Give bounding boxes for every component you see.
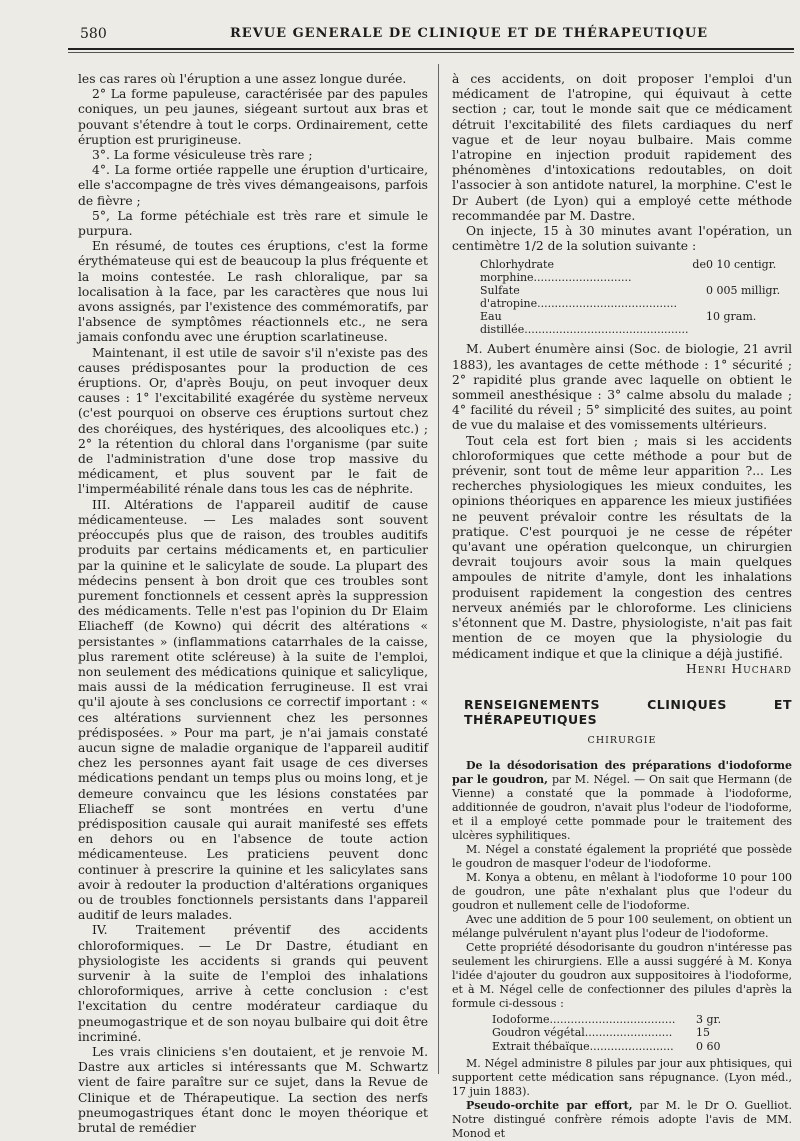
ingredient: Iodoforme....................................	[492, 1012, 676, 1026]
paragraph: à ces accidents, on doit proposer l'emploi d'un médicament de l'atropine, qui équivaut à cette section ; car, tout le monde sait que ce médicament détruit l'excitabilité des filets cardiaques du nerf vague et de leur noyau bulbaire. Mais comme l'atropine en injection produit rapidement des phénomènes d'intoxications redoutables, on doit l'associer à son antidote naturel, la morphine. C'est le Dr Aubert (de Lyon) qui a employé cette méthode recommandée par M. Dastre.	[452, 72, 792, 223]
quantity: 0 005 milligr.	[706, 284, 781, 298]
note-title: Pseudo-orchite par effort,	[466, 1099, 633, 1113]
paragraph: les cas rares où l'éruption a une assez longue durée.	[78, 72, 407, 86]
quantity: 0 60	[696, 1039, 721, 1053]
ingredient: Extrait thébaïque........................	[492, 1039, 674, 1053]
note-paragraph: M. Négel a constaté également la propriété que possède le goudron de masquer l'odeur de l'iodoforme.	[452, 842, 792, 870]
paragraph: IV. Traitement préventif des accidents chloroformiques. — Le Dr Dastre, étudiant en physiologiste les accidents si grands qui peuvent survenir à la suite de l'emploi des inhalations chloroformiques, arrive à cette conclusion : c'est l'excitation du centre modérateur cardiaque du pneumogastrique et de son noyau bulbaire qui doit être incriminé.	[78, 923, 428, 1044]
header-rule	[68, 48, 794, 50]
paragraph: 3°. La forme vésiculeuse très rare ;	[92, 148, 313, 163]
ingredient: Goudron végétal.........................	[492, 1026, 673, 1040]
pill-formula	[492, 1013, 792, 1054]
paragraph: Les vrais cliniciens s'en doutaient, et je renvoie M. Dastre aux articles si intéressants que M. Schwartz vient de faire paraître sur ce sujet, dans la Revue de Clinique et de Thérapeutique. La section des nerfs pneumogastriques étant donc le moyen théorique et brutal de remédier	[78, 1045, 428, 1136]
formula-row	[492, 1013, 792, 1027]
column-divider	[438, 64, 439, 1074]
running-title: REVUE GENERALE DE CLINIQUE ET DE THÉRAPEUTIQUE	[230, 26, 709, 41]
right-column	[452, 72, 792, 1141]
paragraph: On injecte, 15 à 30 minutes avant l'opération, un centimètre 1/2 de la solution suivante :	[452, 224, 792, 254]
ingredient: Eau distillée...............................................	[480, 310, 689, 337]
note-paragraph	[452, 759, 792, 843]
paragraph: 4°. La forme ortiée rappelle une éruption d'urticaire, elle s'accompagne de très vives démangeaisons, parfois de fièvre ;	[78, 163, 428, 208]
quantity: 3 gr.	[696, 1012, 722, 1026]
quantity: 0 10 centigr.	[706, 258, 777, 272]
notes-block	[452, 759, 792, 1141]
paragraph: III. Altérations de l'appareil auditif de cause médicamenteuse. — Les malades sont souvent préoccupés plus que de raison, des troubles auditifs produits par certains médicaments et, en particulier par la quinine et le salicylate de soude. La plupart des médecins pensent à bon droit que ces troubles sont purement fonctionnels et cessent après la suppression des médicaments. Telle n'est pas l'opinion du Dr Elaim Eliacheff (de Kowno) qui décrit des altérations « persistantes » (inflammations catarrhales de la caisse, plus rarement otite scléreuse) à la suite de l'emploi, non seulement des médications quinique et salicylique, mais aussi de la médication ferrugineuse. Il est vrai qu'il ajoute à ses conclusions ce correctif important : « ces altérations surviennent chez les personnes prédisposées. » Pour ma part, je n'ai jamais constaté aucun signe de maladie organique de l'appareil auditif chez les personnes ayant fait usage de ces diverses médications pendant un temps plus ou moins long, et je demeure convaincu que les lésions constatées par Eliacheff se sont montrées en vertu d'une prédisposition causale qui aurait manifesté ses effets en dehors ou en l'absence de toute action médicamenteuse. Les praticiens peuvent donc continuer à prescrire la quinine et les salicylates sans avoir à redouter la production d'altérations organiques ou de troubles fonctionnels persistants dans l'appareil auditif de leurs malades.	[78, 497, 428, 923]
note-paragraph: M. Konya a obtenu, en mêlant à l'iodoforme 10 pour 100 de goudron, une pâte n'exhalant plus que l'odeur du goudron et nullement celle de l'iodoforme.	[452, 870, 792, 912]
formula-row	[492, 1040, 792, 1054]
note-text: par M. Négel. — On sait que Hermann (de Vienne) a constaté que la pommade à l'iodoforme, additionnée de goudron, n'avait plus l'odeur de l'iodoforme, et il a employé cette pommade pour le traitement des ulcères syphilitiques.	[452, 772, 792, 842]
formula-row	[492, 1026, 792, 1040]
note-paragraph	[452, 1099, 792, 1141]
paragraph: M. Aubert énumère ainsi (Soc. de biologie, 21 avril 1883), les avantages de cette méthode : 1° sécurité ; 2° rapidité plus grande avec laquelle on obtient le sommeil anesthésique : 3° calme absolu du malade ; 4° facilité du réveil ; 5° simplicité des suites, au point de vue du malaise et des vomissements ultérieurs.	[452, 342, 792, 433]
formula	[480, 258, 792, 336]
note-paragraph: Cette propriété désodorisante du goudron n'intéresse pas seulement les chirurgiens. Elle a aussi suggéré à M. Konya l'idée d'ajouter du goudron aux suppositoires à l'iodoforme, et à M. Négel celle de confectionner des pilules d'après la formule ci-dessous :	[452, 940, 792, 1010]
signature-line	[452, 662, 792, 677]
note-paragraph: Avec une addition de 5 pour 100 seulement, on obtient un mélange pulvérulent n'ayant plus l'odeur de l'iodoforme.	[452, 912, 792, 940]
ingredient: Chlorhydrate de morphine............................	[480, 258, 706, 285]
section-subtitle: CHIRURGIE	[587, 735, 657, 747]
section-title: RENSEIGNEMENTS CLINIQUES ET THÉRAPEUTIQUES	[464, 696, 792, 728]
formula-row	[480, 258, 792, 284]
quantity: 15	[696, 1026, 710, 1040]
paragraph: Maintenant, il est utile de savoir s'il n'existe pas des causes prédisposantes pour la production de ces éruptions. Or, d'après Bouju, on peut invoquer deux causes : 1° l'excitabilité exagérée du système nerveux (c'est pourquoi on observe ces éruptions surtout chez des choréiques, des hystériques, des alcooliques etc.) ; 2° la rétention du chloral dans l'organisme (par suite de l'administration d'une dose trop massive du médicament, et plus souvent par le fait de l'imperméabilité rénale dans tous les cas de néphrite.	[78, 345, 428, 497]
note-title: De la désodorisation des préparations d'iodoforme par le goudron,	[452, 758, 792, 786]
paragraph: 5°, La forme pétéchiale est très rare et simule le purpura.	[78, 208, 428, 239]
note-paragraph: M. Négel administre 8 pilules par jour aux phtisiques, qui supportent cette médication sans répugnance. (Lyon méd., 17 juin 1883).	[452, 1057, 792, 1099]
left-column	[78, 72, 428, 1136]
paragraph: Tout cela est fort bien ; mais si les accidents chloroformiques que cette méthode a pour but de prévenir, sont tout de même leur apparition ?... Les recherches physiologiques les mieux conduites, les opinions théoriques en apparence les mieux justifiées ne peuvent prévaloir contre les résultats de la pratique. C'est pourquoi je ne cesse de répéter qu'avant une opération quelconque, un chirurgien devrait toujours avoir sous la main quelques ampoules de nitrite d'amyle, dont les inhalations produisent rapidement la congestion des centres nerveux anémiés par le chloroforme. Les cliniciens s'étonnent que M. Dastre, physiologiste, n'ait pas fait mention de ce moyen que la physiologie du médicament indique et que la clinique a déjà justifié.	[452, 433, 792, 661]
header-rule-thin	[68, 52, 794, 53]
formula-row	[480, 284, 792, 310]
paragraph: En résumé, de toutes ces éruptions, c'est la forme érythémateuse qui est de beaucoup la plus fréquente et la moins contestée. Le rash chloralique, par sa localisation à la face, par les caractères que nous lui avons assignés, par l'existence des commémoratifs, par l'absence de symptômes réactionnels etc., ne sera jamais confondu avec une éruption scarlatineuse.	[78, 239, 428, 345]
author-signature: Henri Huchard	[686, 661, 792, 676]
note-text: par M. le Dr O. Guelliot. Notre distingué confrère rémois adopte l'avis de MM. Monod et	[452, 1099, 792, 1141]
paragraph: 2° La forme papuleuse, caractérisée par des papules coniques, un peu jaunes, siégeant surtout aux bras et pouvant s'étendre à tout le corps. Ordinairement, cette éruption est prurigineuse.	[78, 87, 428, 147]
page-number: 580	[80, 26, 107, 42]
quantity: 10 gram.	[706, 310, 757, 324]
formula-row	[480, 310, 792, 336]
ingredient: Sulfate d'atropine........................................	[480, 284, 677, 311]
